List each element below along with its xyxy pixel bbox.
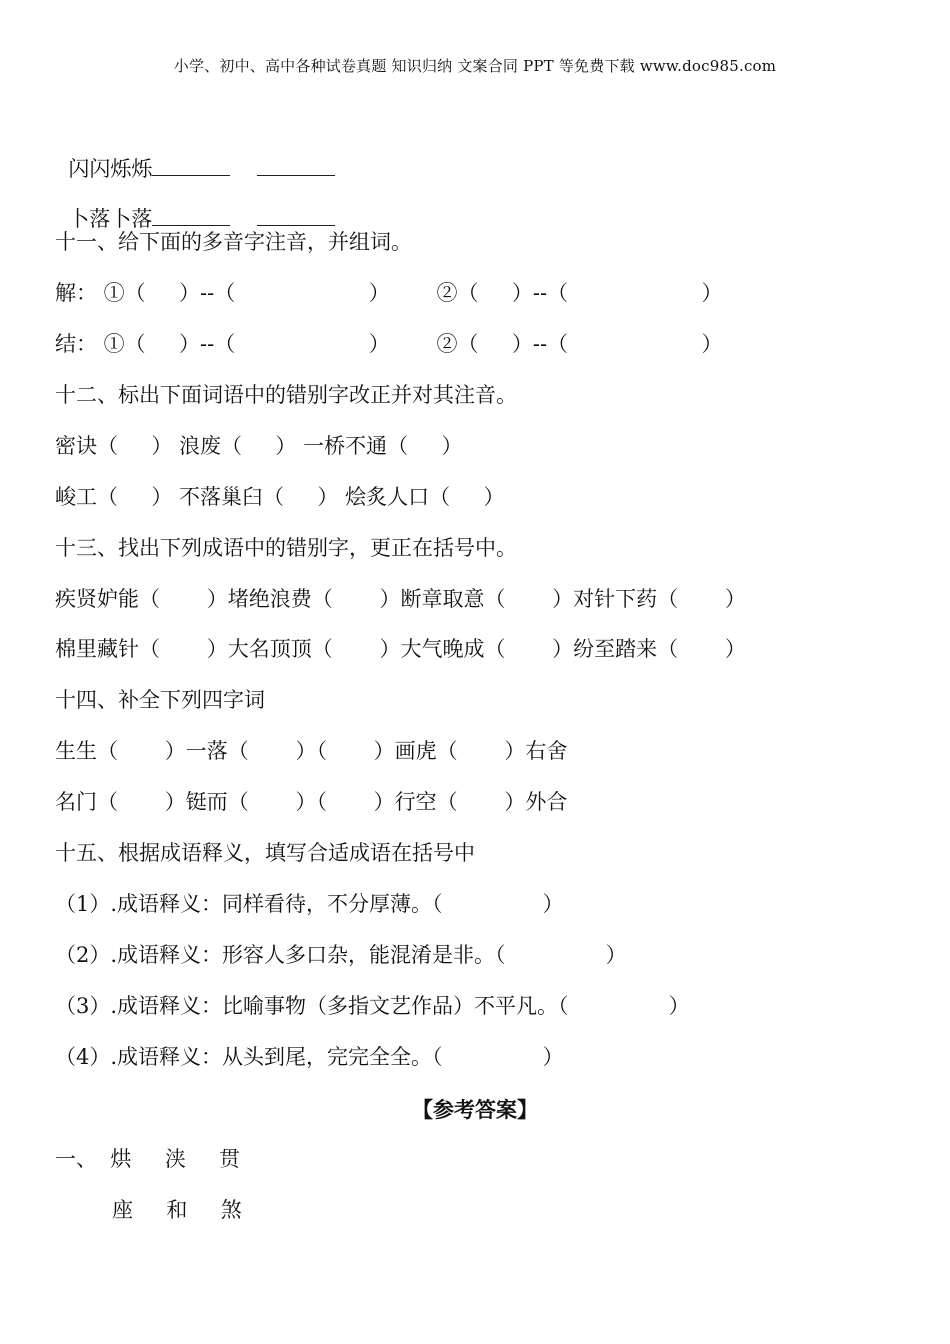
q15-title: 十五、根据成语释义，填写合适成语在括号中: [55, 841, 475, 865]
q14-row-1: 生生（ ）一落（ ）（ ）画虎（ ）右舍: [55, 739, 568, 763]
page-header: 小学、初中、高中各种试卷真题 知识归纳 文案合同 PPT 等免费下载 www.doc985.com: [173, 57, 777, 75]
q12-title: 十二、标出下面词语中的错别字改正并对其注音。: [55, 383, 517, 407]
answer-title: 【参考答案】: [412, 1097, 538, 1122]
q15-item-3: （3）.成语释义：比喻事物（多指文艺作品）不平凡。（ ）: [55, 994, 690, 1018]
q14-title: 十四、补全下列四字词: [55, 688, 265, 712]
q15-item-2: （2）.成语释义：形容人多口杂，能混淆是非。（ ）: [55, 943, 627, 967]
q13-title: 十三、找出下列成语中的错别字，更正在括号中。: [55, 536, 517, 560]
q11-row-2: 结： ①（ ）--（ ） ②（ ）--（ ）: [55, 332, 723, 356]
blank-1[interactable]: [152, 157, 230, 176]
word-label: 闪闪烁烁: [68, 157, 153, 181]
q13-row-2: 棉里藏针（ ）大名顶顶（ ）大气晚成（ ）纷至踏来（ ）: [55, 637, 746, 661]
q15-item-1: （1）.成语释义：同样看待，不分厚薄。（ ）: [55, 892, 564, 916]
q14-row-2: 名门（ ）铤而（ ）（ ）行空（ ）外合: [55, 790, 568, 814]
q11-row-1: 解： ①（ ）--（ ） ②（ ）--（ ）: [55, 281, 723, 305]
q11-title: 十一、给下面的多音字注音，并组词。: [55, 230, 412, 254]
q12-row-2: 峻工（ ） 不落巢臼（ ） 烩炙人口（ ）: [55, 485, 505, 509]
q15-item-4: （4）.成语释义：从头到尾，完完全全。（ ）: [55, 1045, 564, 1069]
answer-row-2: 座 和 煞: [112, 1198, 242, 1222]
answer-row-1: 一、 烘 浃 贯: [55, 1147, 241, 1171]
blank-1[interactable]: [152, 207, 230, 226]
word-label: 卜落卜落: [68, 207, 153, 231]
word-line-2: [55, 177, 335, 233]
word-line-1: [55, 127, 335, 183]
blank-2[interactable]: [257, 157, 335, 176]
q13-row-1: 疾贤妒能（ ）堵绝浪费（ ）断章取意（ ）对针下药（ ）: [55, 587, 746, 611]
blank-2[interactable]: [257, 207, 335, 226]
q12-row-1: 密诀（ ） 浪废（ ） 一桥不通（ ）: [55, 434, 463, 458]
